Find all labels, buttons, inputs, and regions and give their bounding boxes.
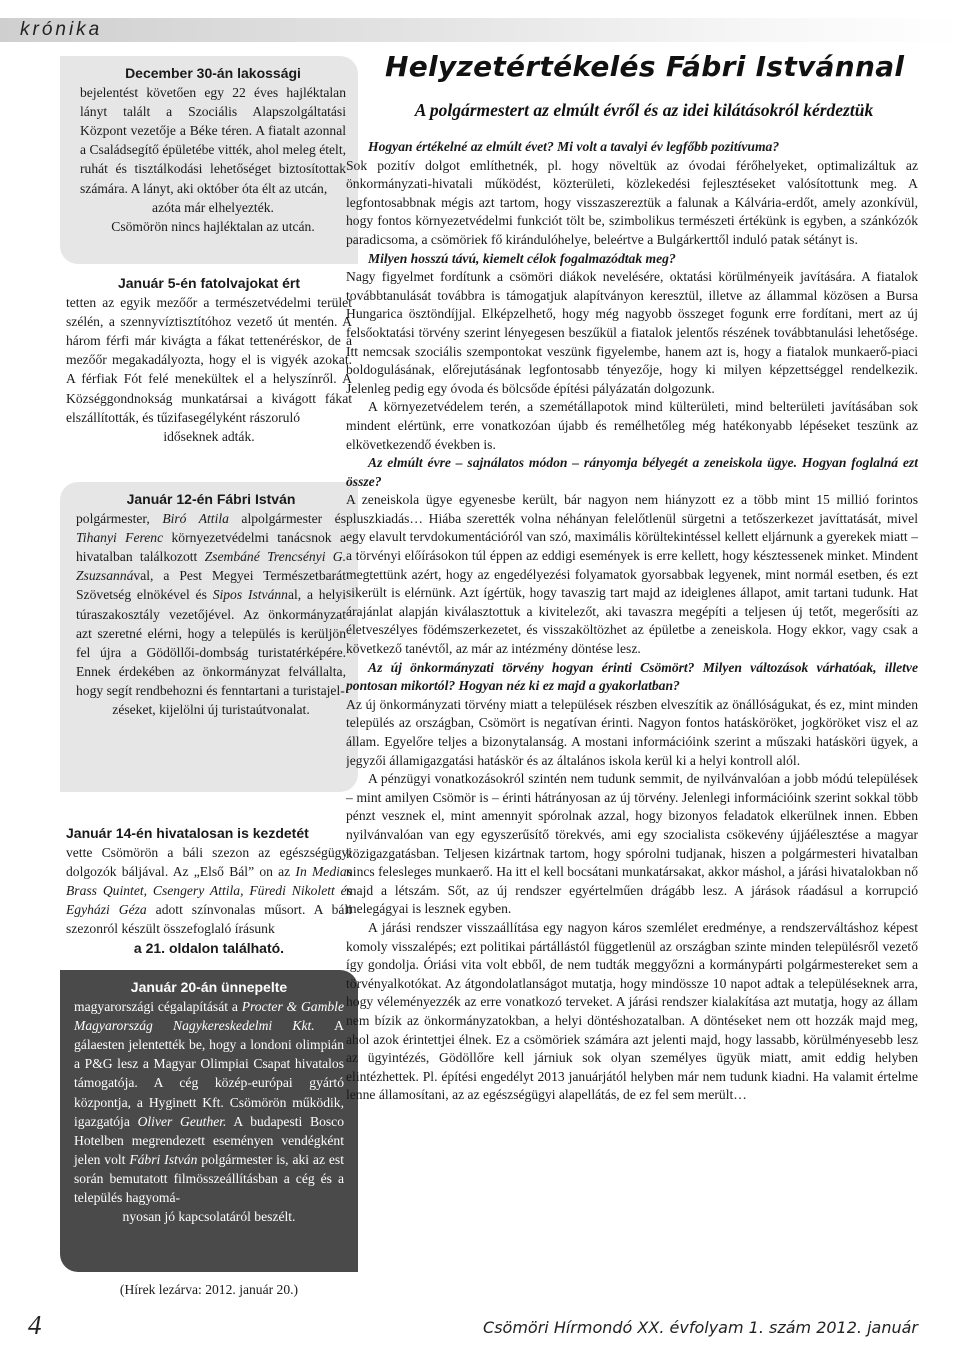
interview-question: Milyen hosszú távú, kiemelt célok fogalmazódtak meg?	[368, 250, 676, 266]
section-label: krónika	[20, 19, 103, 40]
news-heading: Január 12-én Fábri István	[126, 491, 296, 507]
news-box-january-20	[60, 970, 358, 1272]
article-title: Helyzetértékelés Fábri Istvánnal	[385, 50, 905, 83]
news-body-line: a 21. oldalon található.	[133, 939, 285, 956]
news-heading: Január 20-án ünnepelte	[130, 979, 288, 995]
news-body	[66, 843, 352, 938]
person-name: Oliver Geuther.	[137, 1113, 227, 1129]
text: A budapesti Bosco Hotelben megrendezett eseményen vendégként jelen volt	[74, 1113, 344, 1167]
person-name: Sipos Istvánn	[212, 587, 288, 603]
interview-answer: A járási rendszer visszaállítása egy nagyon káros szemlélet eredménye, a rendszerváltáshoz képest komoly visszalépés; ezt politikai pártállástól függetlenül az országban szinte minden településről vezető így gondolja. Óriási vita volt ebből, de nem tudták meggyőzni a kormánypárti polgármestereket sem a törvényalkotókat. Az átgondolatlanságot mutatja, hogy mindössze 10 napot adtak a településeknek arra, hogy véleményezzék az erre vonatkozó terveket. A járási rendszer kialakítása azt mutatja, hogy az állam nem bízik az önkormányzatokban, a helyi döntéshozatalban. A döntéseket nem ott hozzák majd meg, ahol azok érintettjei élnek. Ez a csömöriek számára azt jelenti majd, hogy lassabb, körülményesebb lesz az ügyintézés, Gödöllőre kell járniuk sok olyan személyes ügyük miatt, amit eddig helyben elintézhettek. Pl. építési engedélyt 2013 januárjától helyben már nem tudunk kiadni. Ha valamit értelme lenne államosítani, az az egészségügyi alapellátás, de ez fel sem merült…	[346, 919, 918, 1103]
interview-answer: A környezetvédelem terén, a szemétállapotok mind külterületi, mind belterületi javításában sok mindent elértünk, erre vonatkozóan újabb és remélhetőleg még hatékonyabb lépéseket teszünk az elkövetkezendő években is.	[346, 399, 918, 452]
text: polgármester is, aki az est során bemutatott filmösszeállításban a cég és a település hagyomá-	[74, 1151, 344, 1206]
text: polgármester,	[76, 511, 163, 527]
text: val, a Pest Megyei Természetbarát Szövetség elnökével és	[76, 568, 346, 603]
text: alpolgármester és	[228, 511, 347, 527]
news-box-december-30	[60, 56, 358, 264]
person-name: Fábri István	[129, 1151, 198, 1167]
interview-question: Hogyan értékelné az elmúlt évet? Mi volt a tavalyi év legfőbb pozitívuma?	[368, 139, 780, 154]
person-name: Zsembáné Trencsényi G. Zsuzsanná	[76, 549, 347, 584]
news-box-january-5	[60, 272, 358, 472]
page-number: 4	[28, 1310, 42, 1340]
text: magyarországi cégalapítását a	[74, 999, 242, 1015]
text: al, a helyi túraszakosztály vezetőjével. Az önkormányzat azt szeretné elérni, hogy a település is kerüljön fel újra a Gödöllői-dombság turistatérképére. Ennek érdekében az önkormányzat felvállalta, hogy segít rendbehozni és fenntartani a turistajel-	[76, 587, 346, 698]
news-heading: Január 5-én fatolvajokat ért	[117, 275, 301, 291]
news-body: tetten az egyik mezőőr a természetvédelmi terület szélén, a szennyvíztisztítóhoz vezető út mentén. A három férfi már kivágta a fákat tettenéréskor, de a mezőőr megakadályozta, hogy el is vigyék azokat. A férfiak Fót felé menekültek el a helyszínről. A Községgondnokság munkatársai a kivágott fákat elszállították, és tűzifasegélyként rászoruló	[66, 295, 352, 425]
interview-article	[346, 138, 918, 1288]
news-heading: Január 14-én hivatalosan is kezdetét	[66, 825, 309, 841]
interview-question: Az elmúlt évre – sajnálatos módon – rányomja bélyegét a zeneiskola ügye. Hogyan foglalná ezt össze?	[346, 455, 918, 489]
news-body: bejelentést követően egy 22 éves hajléktalan lányt talált a Szociális Alapszolgáltatási Központ vezetője a Béke téren. A fiatalt azonnal a Családsegítő épületébe vitték, ahol meleg ételt, ruhát és tisztálkodási lehetőséget biztosítottak számára. A lányt, aki október óta élt az utcán,	[80, 85, 346, 196]
performer-names: In Medias Brass Quintet, Csengery Attila, Füredi Nikolett és Egyházi Géza	[66, 864, 352, 918]
text: vette Csömörön a báli szezon az egészségügyi dolgozók báljával. Az „Első Bál” on az	[66, 845, 352, 880]
interview-answer: A zeneiskola ügye egyenesbe került, bár nagyon nem hiányzott ez a több mint 15 millió forintos pluszkiadás… Hiába szerették volna néhányan felelőtlenül sürgetni a tetőszerkezet javíttatását, mivel egy elavult tervdokumentációról van szó, maximális körültekintéssel kellett eljárnunk a gyerekek miatt – a törvényi előírásokon túl éppen az eddigi események is erre kellett, hogy késztessenek minket. Mindent megtettünk azért, hogy az engedélyezési folyamatok gyorsabbak legyenek, mint normál esetben, és ezt sikerült is elérnünk. Azt ígértük, hogy tavaszig tart majd az ideiglenes állapot, amit tartani tudunk. Hat árajánlat alapján kiválasztottuk a kivitelezőt, aki tavaszra megépíti a teljesen új tetőt, megerősíti az életveszélyes födémszerkezetet, és visszaköltözhet az épületbe a zeneiskola. Hogy ekkor, vagy csak a következő tanévtől, az már az intézmény döntése lesz.	[346, 492, 918, 657]
interview-answer: A pénzügyi vonatkozásokról szintén nem tudunk semmit, de nyilvánvalóan a jobb módú települések – mint amilyen Csömör is – érinti hátrányosan az új törvény. Jelenlegi információink szerint sokkal több pénzt vesznek el, mint amennyit spórolnak azzal, hogy bizonyos feladatok elkerülnek innen. Ebben nyilvánvalóan van egy egyszerűsítő törekvés, ami egy szocialista csökevény újjáélesztése a magyar közigazgatásban. Teljesen kizártnak tartom, hogy spórolni tudjanak, hiszen a polgármesteri hivatalban nincs felesleges munkaerő. Ha itt el kell bocsátani munkatársakat, akkor máshol, a járási hivatalokban nő majd a létszám. Sőt, az új rendszer egyértelműen drágább lesz. A járások ráadásul a korrupció melegágyai is lesznek egyben.	[346, 771, 918, 917]
article-subtitle: A polgármestert az elmúlt évről és az idei kilátásokról kérdeztük	[414, 100, 874, 120]
news-body	[74, 997, 344, 1207]
interview-answer: Az új önkormányzati törvény miatt a települések részben elveszítik az önállóságukat, és ez, mint minden település az országban, Csömört is negatívan érinti. Nagyon fontos hatásköröket, jogköröket visz el az állam. Egyelőre teljes a bizonytalanság. A mostani információink szerint a műszaki hatásköri ügyek, a jegyzői államigazgatási hatáskör és az általános iskola kerül ki a helyi kontroll alól.	[346, 696, 918, 768]
news-body-line: zéseket, kijelölni új turistaútvonalat.	[112, 702, 310, 718]
person-name: Tihanyi Ferenc	[76, 530, 164, 546]
news-body-line: Csömörön nincs hajléktalan az utcán.	[111, 218, 315, 234]
news-body-line: időseknek adták.	[163, 428, 255, 444]
text: környezetvédelmi tanácsnok a hivatalban találkozott	[76, 530, 346, 565]
interview-answer: Nagy figyelmet fordítunk a csömöri diákok nevelésére, oktatási körülményeik javítására. A fiatalok továbbtanulását továbbra is támogatjuk alapítványon keresztül, illetve az állammal közösen a Bursa Hungarica ösztöndíjjal. Elképzelhető, hogy még nagyobb összeget fogunk erre fordítani, mert az új felsőoktatási törvény szerint lényegesen beszűkül a fiatalok jelentős részének továbbtanulási lehetősége. Itt nemcsak szociális szempontokat veszünk figyelembe, hanem azt is, hogy a fiatalok munkaerő-piaci boldogulásának, előrejutásának legfontosabb tényezője, hogy ki milyen képzettséggel rendelkezik. Jelenleg pedig egy óvoda és bölcsőde építési pályázatán dolgozunk.	[346, 269, 918, 396]
interview-question: Az új önkormányzati törvény hogyan érinti Csömört? Milyen változások várhatóak, illetve pontosan mikortól? Hogyan néz ki ez majd a gyakorlatban?	[346, 659, 918, 694]
person-name: Biró Attila	[162, 511, 229, 527]
interview-answer: Sok pozitív dolgot említhetnék, pl. hogy növeltük az óvodai férőhelyeket, optimalizáltuk az önkormányzati-hivatali működést, közterületi, közlekedési fejlesztéseket valósítottunk meg. A legfontosabbnak mégis azt tartom, hogy visszaszereztük a falunak a Kálvária-erdőt, amely azonkívül, hogy fontos környezetvédelmi funkciót tölt be, szimbolikus természeti értékünk is egyben, a szánkózók paradicsoma, a csömöriek fő kirándulóhelye, beleértve a Bulgárkerttől induló patak sétányt is.	[346, 157, 918, 247]
news-body-line: nyosan jó kapcsolatáról beszélt.	[122, 1209, 296, 1225]
section-bar	[0, 18, 960, 42]
text: A gálaesten jelentették be, hogy a londoni olimpián a P&G lesz a Magyar Olimpiai Csapat hivatalos támogatója. A cég közép-európai gyártó központja, a Hyginett Kft. Csömörön működik, igazgatója	[74, 1018, 344, 1129]
news-box-january-14	[60, 822, 358, 962]
publication-footer: Csömöri Hírmondó XX. évfolyam 1. szám 2012. január	[483, 1318, 918, 1337]
news-body-line: azóta már elhelyezték.	[152, 199, 274, 215]
news-body	[76, 509, 346, 700]
text: adott színvonalas műsort. A báli szezonról készült összefoglaló írásunk	[66, 902, 352, 937]
news-heading: December 30-án lakossági	[125, 65, 301, 81]
news-box-january-12	[60, 482, 358, 792]
company-name: Procter & Gamble Magyarország Nagykereskedelmi Kkt.	[74, 999, 344, 1034]
news-closing-note: (Hírek lezárva: 2012. január 20.)	[119, 1282, 299, 1297]
